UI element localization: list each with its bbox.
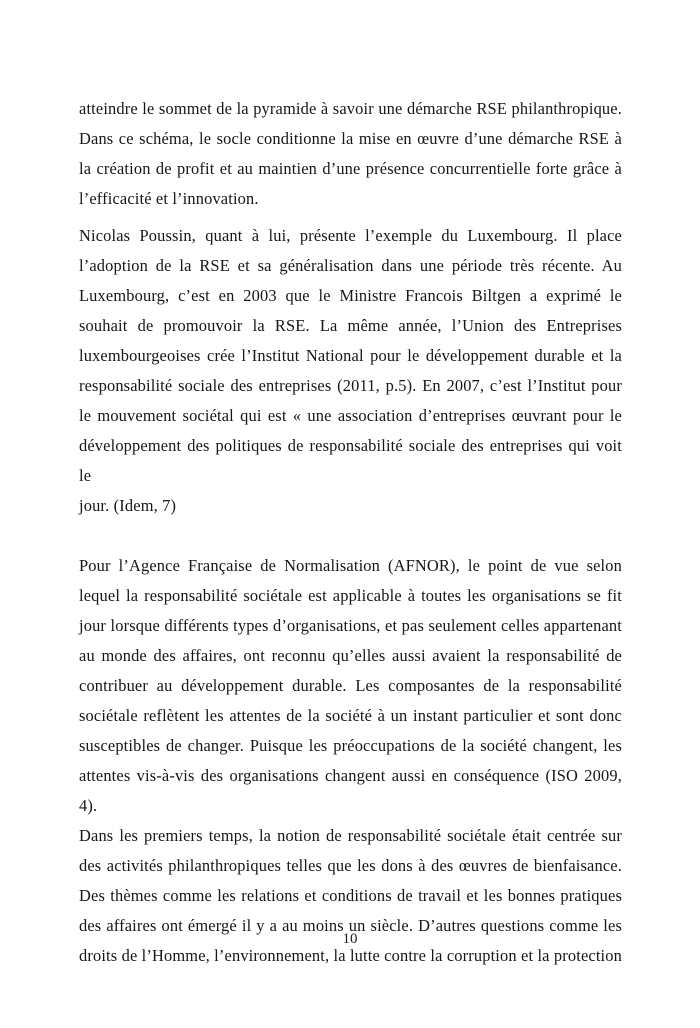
- text-line: le mouvement sociétal qui est « une association d’entreprises œuvrant pour le: [79, 406, 622, 425]
- paragraph: [79, 221, 622, 521]
- text-line: Des thèmes comme les relations et conditions de travail et les bonnes pratiques: [79, 886, 622, 905]
- text-line: attentes vis-à-vis des organisations changent aussi en conséquence (ISO 2009,: [79, 766, 622, 785]
- paragraph: [79, 551, 622, 821]
- text-line: Dans ce schéma, le socle conditionne la mise en œuvre d’une démarche RSE à: [79, 129, 622, 148]
- text-line: susceptibles de changer. Puisque les préoccupations de la société changent, les: [79, 736, 622, 755]
- text-line: sociétale reflètent les attentes de la société à un instant particulier et sont donc: [79, 706, 622, 725]
- text-line: 4).: [79, 796, 98, 815]
- text-line: Nicolas Poussin, quant à lui, présente l’exemple du Luxembourg. Il place: [79, 226, 622, 245]
- text-line: des affaires ont émergé il y a au moins un siècle. D’autres questions comme les: [79, 916, 622, 935]
- text-line: contribuer au développement durable. Les composantes de la responsabilité: [79, 676, 622, 695]
- text-line: responsabilité sociale des entreprises (2011, p.5). En 2007, c’est l’Institut pour: [79, 376, 622, 395]
- text-line: développement des politiques de responsabilité sociale des entreprises qui voit le: [79, 436, 622, 485]
- text-line: souhait de promouvoir la RSE. La même année, l’Union des Entreprises: [79, 316, 622, 335]
- page-body-text: [79, 94, 622, 971]
- text-line: au monde des affaires, ont reconnu qu’elles aussi avaient la responsabilité de: [79, 646, 622, 665]
- text-line: Dans les premiers temps, la notion de responsabilité sociétale était centrée sur: [79, 826, 622, 845]
- text-line: l’adoption de la RSE et sa généralisation dans une période très récente. Au: [79, 256, 622, 275]
- text-line: des activités philanthropiques telles que les dons à des œuvres de bienfaisance.: [79, 856, 622, 875]
- paragraph-spacer: [79, 214, 622, 221]
- text-line: luxembourgeoises crée l’Institut National pour le développement durable et la: [79, 346, 622, 365]
- paragraph: [79, 94, 622, 214]
- text-line: Luxembourg, c’est en 2003 que le Ministre Francois Biltgen a exprimé le: [79, 286, 622, 305]
- page-number: 10: [342, 931, 358, 947]
- text-line: l’efficacité et l’innovation.: [79, 189, 259, 208]
- text-line: lequel la responsabilité sociétale est applicable à toutes les organisations se fit: [79, 586, 622, 605]
- text-line: Pour l’Agence Française de Normalisation (AFNOR), le point de vue selon: [79, 556, 622, 575]
- text-line: la création de profit et au maintien d’une présence concurrentielle forte grâce à: [79, 159, 622, 178]
- text-line: droits de l’Homme, l’environnement, la lutte contre la corruption et la protection: [79, 946, 622, 965]
- text-line: atteindre le sommet de la pyramide à savoir une démarche RSE philanthropique.: [79, 99, 622, 118]
- text-line: jour lorsque différents types d’organisations, et pas seulement celles appartenant: [79, 616, 622, 635]
- paragraph-spacer: [79, 521, 622, 551]
- text-line: jour. (Idem, 7): [79, 496, 177, 515]
